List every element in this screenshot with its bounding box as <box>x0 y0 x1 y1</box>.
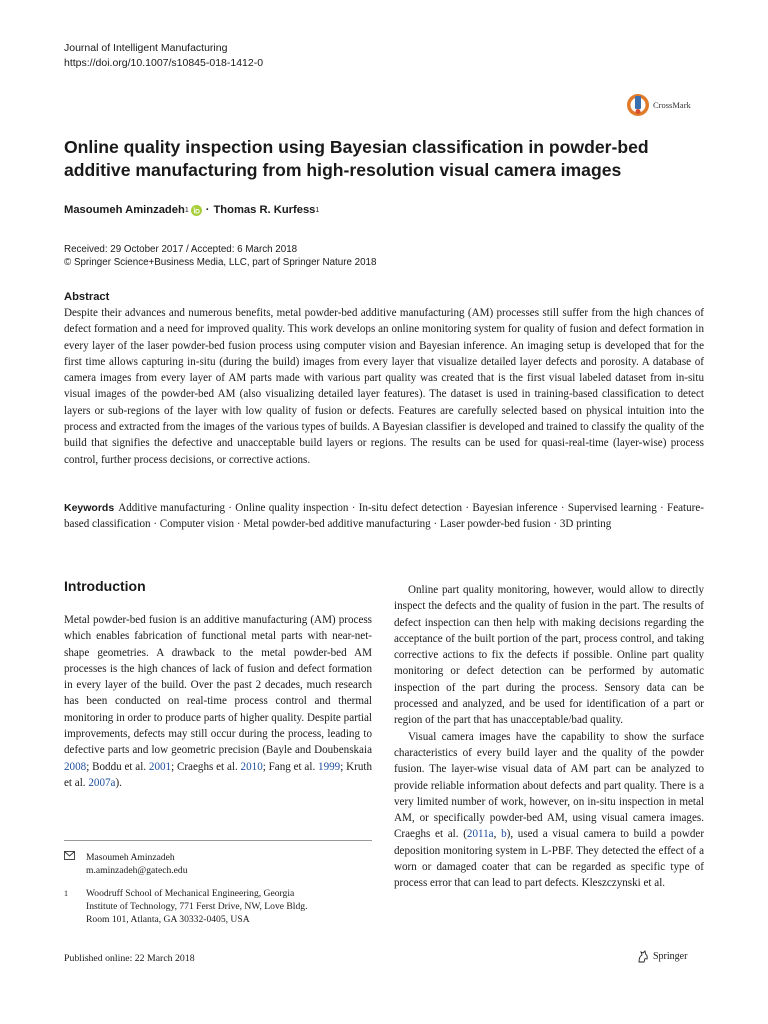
body-text: ; Fang et al. <box>262 760 319 773</box>
body-text: Visual camera images have the capability to show the surface characteristics of every build layer and the quality of the powder fusion. The layer-wise visual data of AM part can be analyzed to provide reliable information about defects and part quality. There is a very limited number of work, however, on in-situ inspection in metal AM, or specifically powder-bed AM, using visual camera images. Craeghs et al. ( <box>394 730 704 841</box>
affiliation-line: Woodruff School of Mechanical Engineering, Georgia <box>86 888 295 899</box>
received-accepted: Received: 29 October 2017 / Accepted: 6 March 2018 <box>64 244 298 255</box>
affiliation-mark: 1 <box>315 206 320 214</box>
paper-title: Online quality inspection using Bayesian classification in powder-bed additive manufacturing from high-resolution visual camera images <box>64 137 649 180</box>
citation-link[interactable]: 2001 <box>148 760 172 773</box>
body-text: , <box>493 828 502 841</box>
paragraph <box>394 729 704 892</box>
contact-footnote <box>64 851 372 877</box>
affiliation-footnote <box>64 887 372 926</box>
journal-name: Journal of Intelligent Manufacturing <box>64 42 228 54</box>
published-online: Published online: 22 March 2018 <box>64 953 195 964</box>
keywords <box>64 500 704 533</box>
intro-right-column <box>394 582 704 892</box>
citation-link[interactable]: b <box>501 828 507 841</box>
keywords-label: Keywords <box>64 502 115 514</box>
body-text: ; Boddu et al. <box>86 760 149 773</box>
body-text: Metal powder-bed fusion is an additive manufacturing (AM) process which enables fabrication of functional metal parts with near-net-shape geometries. A drawback to the metal powder-bed AM processes is the high chances of lack of fusion and defect formation in every layer of the build. Over the past 2 decades, much research has been conducted on real-time process control and thermal monitoring in order to produce parts of higher quality. Despite partial improvements, defects may still occur during the process, leading to defective parts and low geometric precision (Bayle and Doubenskaia <box>64 614 372 757</box>
intro-left-column <box>64 612 372 791</box>
publication-dates <box>64 243 376 269</box>
body-text: ), used a visual camera to build a powder deposition monitoring system in L-PBF. They detected the effect of a worn or damaged coater that can be regarded as specific type of process error that can lead to part defects. Kleszczynski et al. <box>394 828 705 890</box>
paragraph: Online part quality monitoring, however, would allow to directly inspect the defects and the quality of fusion in the part. The results of defect inspection can then help with making decisions regarding the acceptance of the built portion of the part, process control, and taking corrective actions to fix the defects if possible. Online part quality monitoring or defect detection can be performed by automatic inspection of the part during the process. Sensory data can be processed and analyzed, and be used for identification of a part or region of the part that has unacceptable/bad quality. <box>394 584 704 727</box>
springer-horse-icon <box>637 950 649 963</box>
body-text: ; Craeghs et al. <box>171 760 241 773</box>
contact-name: Masoumeh Aminzadeh <box>86 852 175 863</box>
affiliation-mark: 1 <box>64 889 68 898</box>
author-list <box>64 204 319 216</box>
body-text: ). <box>115 776 122 789</box>
author-name[interactable]: Thomas R. Kurfess <box>213 204 316 216</box>
affiliation-mark: 1 <box>184 206 189 214</box>
abstract-heading: Abstract <box>64 291 110 303</box>
abstract-body: Despite their advances and numerous benefits, metal powder-bed additive manufacturing (AM) processes still suffer from the high chances of defect formation and a need for improved quality. This work develops an online monitoring system for quality of fusion and defect formation in every layer of the laser powder-bed fusion process using computer vision and Bayesian inference. An imaging setup is developed that for the first time allows capturing in-situ (during the build) images from every layer that visualize detailed layer defects and porosity. A database of camera images from every layer of AM parts made with various part quality was created that is the first visual labeled dataset from in-situ visual images of the powder-bed AM (also visualizing detailed layer features). The dataset is used in training-based classification to detect layers or sub-regions of the layer with low quality of fusion or defects. Features are carefully selected based on physical intuition into the process and extracted from the images of the various types of builds. A Bayesian classifier is developed and trained to classify the quality of the build that signifies the defective and unacceptable build layers or regions. The results can be used for quasi-real-time (layer-wise) process control, further process decisions, or corrective actions. <box>64 307 704 466</box>
copyright-line: © Springer Science+Business Media, LLC, part of Springer Nature 2018 <box>64 257 377 268</box>
citation-link[interactable]: 2010 <box>240 760 263 773</box>
publisher-name: Springer <box>653 951 688 962</box>
crossmark-icon <box>626 93 650 117</box>
keywords-text: Additive manufacturing · Online quality inspection · In-situ defect detection · Bayesian inference · Supervised learning · Feature-based classification · Computer vision · Metal powder-bed additive manufacturing · Laser powder-bed fusion · 3D printing <box>64 502 704 531</box>
envelope-icon <box>64 851 76 877</box>
orcid-icon[interactable] <box>191 205 202 216</box>
citation-link[interactable]: 2007a <box>88 776 116 789</box>
author-separator: · <box>205 204 210 216</box>
citation-link[interactable]: 2008 <box>64 760 87 773</box>
journal-header <box>64 41 263 70</box>
footnote-divider <box>64 840 372 841</box>
introduction-heading: Introduction <box>64 578 146 594</box>
publisher-logo[interactable] <box>637 950 687 963</box>
body-text: ; Kruth et al. <box>64 760 372 789</box>
citation-link[interactable]: 2011a <box>466 828 494 841</box>
affiliation-line: Institute of Technology, 771 Ferst Drive, NW, Love Bldg. <box>86 901 308 912</box>
crossmark-badge[interactable] <box>626 93 691 117</box>
doi-link[interactable]: https://doi.org/10.1007/s10845-018-1412-0 <box>64 56 264 69</box>
contact-email[interactable]: m.aminzadeh@gatech.edu <box>86 865 188 876</box>
citation-link[interactable]: 1999 <box>318 760 341 773</box>
author-name[interactable]: Masoumeh Aminzadeh <box>64 204 185 216</box>
crossmark-label: CrossMark <box>653 100 691 110</box>
footnotes <box>64 851 372 936</box>
affiliation-line: Room 101, Atlanta, GA 30332-0405, USA <box>86 914 250 925</box>
